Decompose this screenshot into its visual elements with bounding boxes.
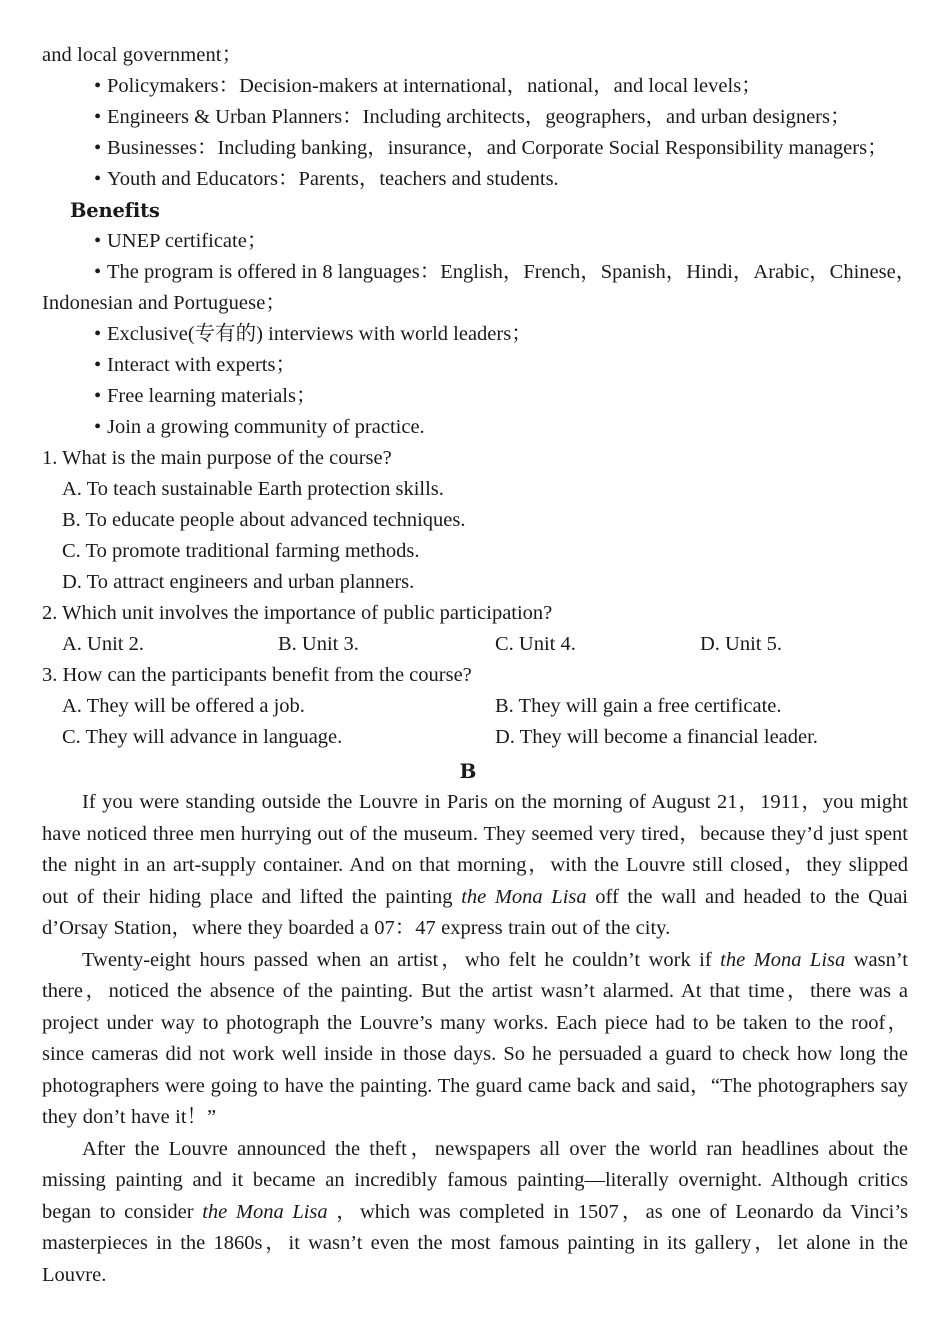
- list-item: [94, 350, 908, 381]
- list-item-text: Join a growing community of practice.: [107, 416, 425, 438]
- bullet-dot-icon: •: [94, 137, 102, 159]
- list-item-text: UNEP certificate；: [107, 230, 268, 252]
- list-item: [94, 164, 908, 195]
- bullet-dot-icon: •: [94, 323, 102, 345]
- question-3-option-d[interactable]: D. They will become a financial leader.: [495, 726, 818, 748]
- list-item: [94, 257, 917, 288]
- benefits-heading: Benefits: [70, 199, 160, 222]
- question-1-option-d[interactable]: D. To attract engineers and urban planners.: [62, 571, 415, 593]
- list-item: [94, 133, 908, 164]
- question-2-option-d[interactable]: D. Unit 5.: [700, 633, 782, 655]
- list-item-text: Businesses：Including banking，insurance，and Corporate Social Responsibility managers；: [107, 137, 888, 159]
- list-item-text: The program is offered in 8 languages：English，French，Spanish，Hindi，Arabic，Chinese，: [107, 261, 917, 283]
- title-mona-lisa-italic: the Mona Lisa: [461, 885, 587, 908]
- bullet-dot-icon: •: [94, 416, 102, 438]
- passage-paragraph-3: [42, 1134, 908, 1292]
- list-item: [94, 381, 908, 412]
- list-item: [94, 412, 908, 443]
- paragraph-2-text-a: Twenty-eight hours passed when an artist，who felt he couldn’t work if: [82, 948, 721, 971]
- paragraph-1-text-b: off the wall and headed to the Quai d’Orsay Station，where they boarded a 07：47 express train out of the city.: [42, 885, 908, 939]
- bullet-dot-icon: •: [94, 385, 102, 407]
- list-item: [94, 102, 908, 133]
- question-1-option-c[interactable]: C. To promote traditional farming methods.: [62, 540, 420, 562]
- bullet-dot-icon: •: [94, 106, 102, 128]
- paragraph-3-text-b: ，which was completed in 1507，as one of Leonardo da Vinci’s masterpieces in the 1860s，it wasn’t even the most famous painting in its gallery，let alone in the Louvre.: [42, 1200, 908, 1286]
- question-1-option-a[interactable]: A. To teach sustainable Earth protection skills.: [62, 478, 444, 500]
- bullet-dot-icon: •: [94, 75, 102, 97]
- list-item-text: Interact with experts；: [107, 354, 296, 376]
- question-3-option-c[interactable]: C. They will advance in language.: [62, 726, 343, 748]
- question-2-options-row: [42, 629, 908, 660]
- title-mona-lisa-italic: the Mona Lisa: [202, 1200, 328, 1223]
- paragraph-3-text-a: After the Louvre announced the theft，newspapers all over the world ran headlines about the missing painting and it became an incredibly famous painting—literally overnight. Although critics began to consider: [42, 1137, 908, 1223]
- question-2-stem: 2. Which unit involves the importance of public participation?: [42, 602, 553, 624]
- passage-paragraph-2: [42, 945, 908, 1134]
- bullet-dot-icon: •: [94, 168, 102, 190]
- title-mona-lisa-italic: the Mona Lisa: [720, 948, 846, 971]
- passage-paragraph-1: [42, 787, 908, 945]
- paragraph-2-text-b: wasn’t there，noticed the absence of the painting. But the artist wasn’t alarmed. At that time，there was a project under way to photograph the Louvre’s many works. Each piece had to be taken to the roof，since cameras did not work well inside in those days. So he persuaded a guard to check how long the photographers were going to have the painting. The guard came back and said，“The photographers say they don’t have it！”: [42, 948, 909, 1128]
- paragraph-1-text-a: If you were standing outside the Louvre in Paris on the morning of August 21，1911，you might have noticed three men hurrying out of the museum. They seemed very tired，because they’d just spent the night in an art-supply container. And on that morning，with the Louvre still closed，they slipped out of their hiding place and lifted the painting: [42, 791, 908, 908]
- question-2-option-b[interactable]: B. Unit 3.: [278, 633, 359, 655]
- question-3-option-b[interactable]: B. They will gain a free certificate.: [495, 695, 782, 717]
- question-3-options-row-1: [42, 691, 908, 722]
- question-3-option-a[interactable]: A. They will be offered a job.: [62, 695, 305, 717]
- list-item-text: Engineers & Urban Planners：Including architects，geographers，and urban designers；: [107, 106, 851, 128]
- list-item-text: Free learning materials；: [107, 385, 317, 407]
- bullet-dot-icon: •: [94, 261, 102, 283]
- continuation-line: and local government；: [42, 44, 243, 66]
- question-2-option-a[interactable]: A. Unit 2.: [62, 633, 144, 655]
- question-3-stem: 3. How can the participants benefit from the course?: [42, 664, 472, 686]
- list-item-text: Policymakers：Decision-makers at international，national，and local levels；: [107, 75, 762, 97]
- list-item-wrap-line: Indonesian and Portuguese；: [42, 292, 286, 314]
- page-content: [42, 40, 917, 1291]
- question-2-option-c[interactable]: C. Unit 4.: [495, 633, 576, 655]
- question-3-options-row-2: [42, 722, 908, 753]
- question-1-stem: 1. What is the main purpose of the course?: [42, 447, 392, 469]
- list-item-text: Youth and Educators：Parents，teachers and students.: [107, 168, 559, 190]
- list-item: [94, 319, 908, 350]
- list-item-text: Exclusive(专有的) interviews with world leaders；: [107, 323, 532, 345]
- bullet-dot-icon: •: [94, 354, 102, 376]
- bullet-dot-icon: •: [94, 230, 102, 252]
- question-1-option-b[interactable]: B. To educate people about advanced techniques.: [62, 509, 466, 531]
- list-item: [94, 226, 908, 257]
- section-b-letter: B: [459, 759, 477, 783]
- list-item: [94, 71, 908, 102]
